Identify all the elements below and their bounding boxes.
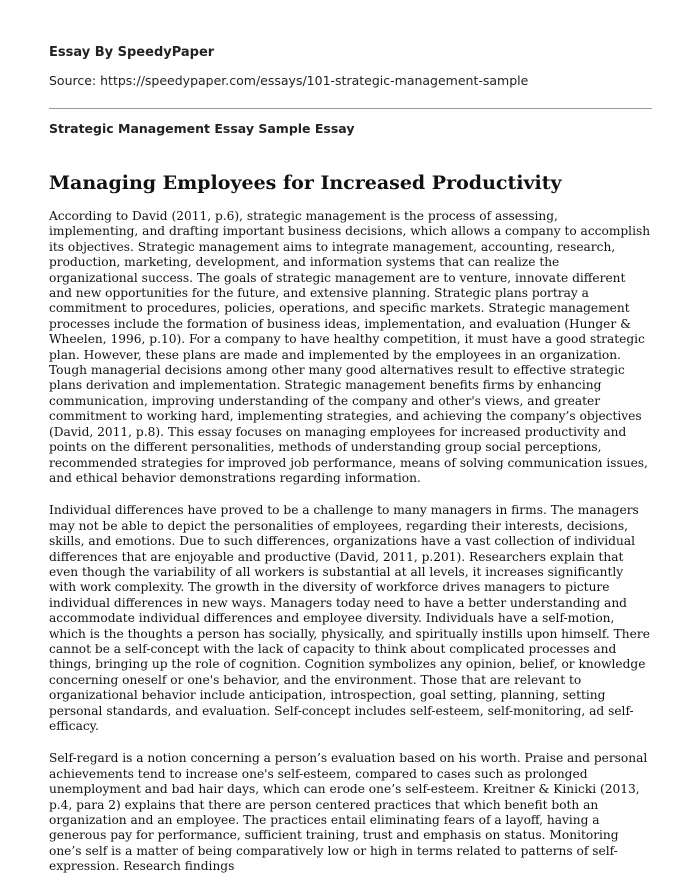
essay-category-label: Strategic Management Essay Sample Essay: [49, 121, 355, 136]
paragraph-2: Individual differences have proved to be a challenge to many managers in firms. The managers may not be able to depict the personalities of employees, regarding their interests, decisions, skills, and emotions. Due to such differences, organizations have a vast collection of individual differences that are enjoyable and productive (David, 2011, p.201). Researchers explain that even though the variability of all workers is substantial at all levels, it increases significantly with work complexity. The growth in the diversity of workforce drives managers to picture individual differences in new ways. Managers today need to have a better understanding and accommodate individual differences and employee diversity. Individuals have a self-motion, which is the thoughts a person has socially, physically, and spiritually instills upon himself. There cannot be a self-concept with the lack of capacity to think about complicated processes and things, bringing up the role of cognition. Cognition symbolizes any opinion, belief, or knowledge concerning oneself or one's behavior, and the environment. Those that are relevant to organizational behavior include anticipation, introspection, goal setting, planning, setting personal standards, and evaluation. Self-concept includes self-esteem, self-monitoring, ad self-efficacy.: [49, 503, 650, 733]
essay-body: [49, 209, 651, 874]
site-header-title: Essay By SpeedyPaper: [49, 45, 215, 60]
paragraph-1: According to David (2011, p.6), strategic management is the process of assessing, implementing, and drafting important business decisions, which allows a company to accomplish its objectives. Strategic management aims to integrate management, accounting, research, production, marketing, development, and information systems that can realize the organizational success. The goals of strategic management are to venture, innovate different and new opportunities for the future, and extensive planning. Strategic plans portray a commitment to procedures, policies, operations, and specific markets. Strategic management processes include the formation of business ideas, implementation, and evaluation (Hunger & Wheelen, 1996, p.10). For a company to have healthy competition, it must have a good strategic plan. However, these plans are made and implemented by the employees in an organization. Tough managerial decisions among other many good alternatives result to effective strategic plans derivation and implementation. Strategic management benefits firms by enhancing communication, improving understanding of the company and other's views, and greater commitment to working hard, implementing strategies, and achieving the company’s objectives (David, 2011, p.8). This essay focuses on managing employees for increased productivity and points on the different personalities, methods of understanding group social perceptions, recommended strategies for improved job performance, means of solving communication issues, and ethical behavior demonstrations regarding information.: [49, 209, 651, 485]
paragraph-3: Self-regard is a notion concerning a person’s evaluation based on his worth. Praise and personal achievements tend to increase one's self-esteem, compared to cases such as prolonged unemployment and bad hair days, which can erode one’s self-esteem. Kreitner & Kinicki (2013, p.4, para 2) explains that there are person centered practices that which benefit both an organization and an employee. The practices entail eliminating fears of a layoff, having a generous pay for performance, sufficient training, trust and emphasis on status. Monitoring one’s self is a matter of being comparatively low or high in terms related to patterns of self-expression. Research findings: [49, 751, 648, 874]
header-divider: [49, 108, 652, 109]
essay-title: Managing Employees for Increased Productivity: [49, 172, 562, 194]
source-line: Source: https://speedypaper.com/essays/101-strategic-management-sample: [49, 73, 529, 88]
